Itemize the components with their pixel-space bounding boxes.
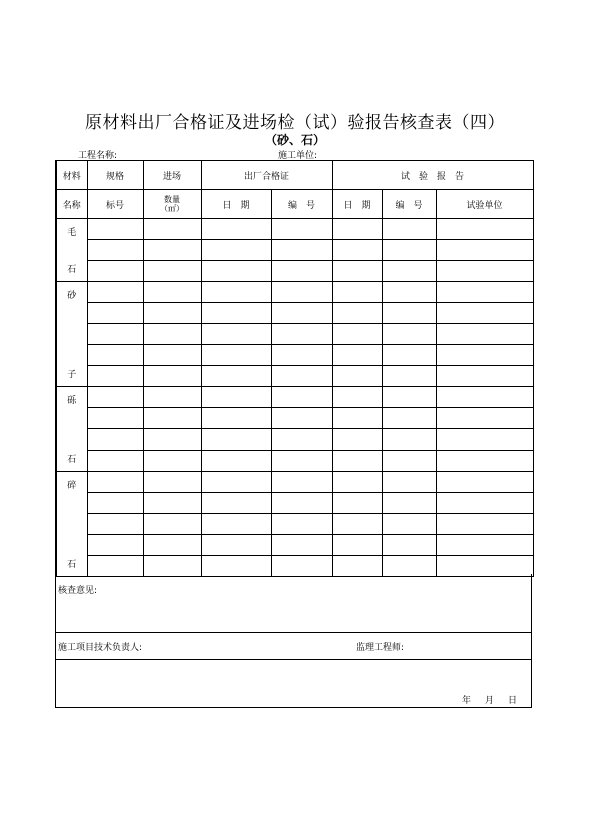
date-month: 月 — [484, 696, 494, 706]
material-char: 石 — [67, 454, 77, 465]
contractor-label: 施工单位: — [278, 151, 318, 161]
table-cell[interactable] — [332, 408, 382, 429]
table-cell[interactable] — [382, 387, 436, 408]
table-cell[interactable] — [332, 219, 382, 240]
table-cell[interactable] — [382, 513, 436, 534]
material-char: 石 — [67, 559, 77, 570]
table-cell[interactable] — [382, 408, 436, 429]
table-row — [56, 513, 533, 534]
table-cell[interactable] — [143, 366, 201, 387]
material-name-cell — [56, 282, 87, 387]
table-cell[interactable] — [382, 324, 436, 345]
table-cell[interactable] — [332, 387, 382, 408]
table-cell[interactable] — [382, 219, 436, 240]
table-cell[interactable] — [143, 471, 201, 492]
table-cell[interactable] — [143, 408, 201, 429]
table-row — [56, 492, 533, 513]
table-cell[interactable] — [87, 219, 143, 240]
review-opinion-box — [55, 574, 532, 633]
table-row — [56, 408, 533, 429]
table-cell[interactable] — [201, 324, 271, 345]
header-quantity-unit: （㎡） — [160, 204, 184, 213]
table-cell[interactable] — [201, 261, 271, 282]
table-cell[interactable] — [332, 450, 382, 471]
material-char: 毛 — [67, 228, 77, 238]
table-cell[interactable] — [332, 534, 382, 555]
table-cell[interactable] — [87, 555, 143, 576]
table-cell[interactable] — [332, 282, 382, 303]
table-cell[interactable] — [143, 303, 201, 324]
table-cell[interactable] — [436, 513, 533, 534]
table-cell[interactable] — [436, 366, 533, 387]
table-cell[interactable] — [87, 324, 143, 345]
table-cell[interactable] — [271, 387, 332, 408]
table-cell[interactable] — [271, 471, 332, 492]
table-cell[interactable] — [143, 324, 201, 345]
header-cert-date: 日 期 — [201, 190, 271, 219]
table-cell[interactable] — [201, 303, 271, 324]
table-cell[interactable] — [87, 492, 143, 513]
table-row — [56, 534, 533, 555]
material-name-cell — [56, 219, 87, 282]
table-cell[interactable] — [143, 450, 201, 471]
table-row — [56, 261, 533, 282]
material-char: 砾 — [67, 396, 77, 407]
table-cell[interactable] — [332, 513, 382, 534]
table-cell[interactable] — [332, 345, 382, 366]
table-cell[interactable] — [332, 366, 382, 387]
table-cell[interactable] — [87, 387, 143, 408]
table-cell[interactable] — [143, 240, 201, 261]
table-cell[interactable] — [87, 282, 143, 303]
table-cell[interactable] — [382, 345, 436, 366]
header-spec-no: 标号 — [87, 190, 143, 219]
table-cell[interactable] — [271, 282, 332, 303]
table-cell[interactable] — [87, 429, 143, 450]
table-cell[interactable] — [87, 240, 143, 261]
table-cell[interactable] — [271, 345, 332, 366]
table-cell[interactable] — [332, 303, 382, 324]
table-row — [56, 324, 533, 345]
table-row — [56, 429, 533, 450]
tech-lead-label: 施工项目技术负责人: — [58, 643, 143, 653]
table-cell[interactable] — [271, 408, 332, 429]
header-row-1 — [56, 161, 533, 190]
header-entry: 进场 — [143, 161, 201, 190]
table-cell[interactable] — [382, 471, 436, 492]
table-cell[interactable] — [332, 261, 382, 282]
table-cell[interactable] — [436, 219, 533, 240]
table-cell[interactable] — [436, 534, 533, 555]
table-row — [56, 303, 533, 324]
table-cell[interactable] — [201, 471, 271, 492]
table-cell[interactable] — [87, 408, 143, 429]
table-cell[interactable] — [201, 429, 271, 450]
table-cell[interactable] — [201, 282, 271, 303]
table-cell[interactable] — [382, 282, 436, 303]
table-cell[interactable] — [201, 219, 271, 240]
table-cell[interactable] — [87, 261, 143, 282]
table-cell[interactable] — [201, 240, 271, 261]
header-material: 材料 — [56, 161, 87, 190]
table-cell[interactable] — [271, 324, 332, 345]
table-cell[interactable] — [382, 555, 436, 576]
table-cell[interactable] — [143, 492, 201, 513]
header-test-report: 试 验 报 告 — [332, 161, 533, 190]
table-cell[interactable] — [201, 555, 271, 576]
signature-divider — [56, 659, 531, 660]
table-cell[interactable] — [436, 261, 533, 282]
table-cell[interactable] — [332, 324, 382, 345]
table-cell[interactable] — [436, 345, 533, 366]
header-material-name: 名称 — [56, 190, 87, 219]
table-cell[interactable] — [332, 429, 382, 450]
table-cell[interactable] — [382, 240, 436, 261]
table-cell[interactable] — [436, 429, 533, 450]
supervisor-label: 监理工程师: — [356, 643, 405, 653]
table-cell[interactable] — [143, 513, 201, 534]
table-cell[interactable] — [143, 219, 201, 240]
table-cell[interactable] — [87, 366, 143, 387]
header-cert-number: 编 号 — [271, 190, 332, 219]
table-row — [56, 282, 533, 303]
table-cell[interactable] — [201, 513, 271, 534]
table-cell[interactable] — [87, 450, 143, 471]
table-row — [56, 471, 533, 492]
table-cell[interactable] — [382, 261, 436, 282]
table-cell[interactable] — [436, 450, 533, 471]
table-row — [56, 387, 533, 408]
header-test-number: 编 号 — [382, 190, 436, 219]
table-cell[interactable] — [143, 282, 201, 303]
table-cell[interactable] — [271, 492, 332, 513]
table-cell[interactable] — [201, 534, 271, 555]
table-cell[interactable] — [87, 534, 143, 555]
table-cell[interactable] — [271, 303, 332, 324]
header-quantity: 数量 — [164, 195, 180, 204]
table-cell[interactable] — [87, 471, 143, 492]
material-char: 砂 — [67, 291, 77, 302]
header-certificate: 出厂合格证 — [201, 161, 332, 190]
header-spec: 规格 — [87, 161, 143, 190]
table-cell[interactable] — [332, 240, 382, 261]
header-row-2 — [56, 190, 533, 219]
page-subtitle: （砂、石） — [264, 133, 325, 147]
table-cell[interactable] — [332, 555, 382, 576]
table-cell[interactable] — [271, 240, 332, 261]
project-name-label: 工程名称: — [78, 151, 118, 161]
table-cell[interactable] — [382, 303, 436, 324]
table-cell[interactable] — [201, 492, 271, 513]
table-cell[interactable] — [143, 387, 201, 408]
table-cell[interactable] — [436, 471, 533, 492]
table-cell[interactable] — [87, 303, 143, 324]
table-cell[interactable] — [436, 492, 533, 513]
table-cell[interactable] — [271, 534, 332, 555]
date-year: 年 — [461, 696, 471, 706]
table-cell[interactable] — [271, 366, 332, 387]
table-row — [56, 450, 533, 471]
table-cell[interactable] — [87, 513, 143, 534]
signature-box — [55, 633, 532, 708]
table-cell[interactable] — [382, 429, 436, 450]
table-cell[interactable] — [143, 534, 201, 555]
date-day: 日 — [507, 696, 517, 706]
table-cell[interactable] — [436, 555, 533, 576]
table-cell[interactable] — [143, 429, 201, 450]
table-cell[interactable] — [382, 450, 436, 471]
table-cell[interactable] — [332, 492, 382, 513]
header-test-unit: 试验单位 — [436, 190, 533, 219]
material-name-cell — [56, 387, 87, 471]
header-quantity-cell — [143, 190, 201, 219]
table-body — [56, 219, 533, 577]
table-cell[interactable] — [271, 219, 332, 240]
table-cell[interactable] — [143, 261, 201, 282]
table-cell[interactable] — [382, 534, 436, 555]
material-char: 石 — [67, 265, 77, 276]
table-cell[interactable] — [201, 450, 271, 471]
table-cell[interactable] — [87, 345, 143, 366]
material-name-cell — [56, 471, 87, 576]
header-test-date: 日 期 — [332, 190, 382, 219]
sign-date — [462, 693, 517, 706]
table-row — [56, 345, 533, 366]
table-cell[interactable] — [271, 555, 332, 576]
page-title: 原材料出厂合格证及进场检（试）验报告核查表（四） — [85, 113, 505, 133]
table-cell[interactable] — [436, 282, 533, 303]
table-row — [56, 240, 533, 261]
table-row — [56, 366, 533, 387]
table-cell[interactable] — [271, 261, 332, 282]
table-cell[interactable] — [436, 324, 533, 345]
material-char: 碎 — [67, 480, 77, 491]
table-cell[interactable] — [332, 471, 382, 492]
table-cell[interactable] — [271, 450, 332, 471]
material-char: 子 — [67, 370, 77, 381]
review-opinion-label: 核查意见: — [58, 586, 98, 596]
table-cell[interactable] — [143, 555, 201, 576]
table-cell[interactable] — [271, 513, 332, 534]
table-cell[interactable] — [271, 429, 332, 450]
table-cell[interactable] — [201, 345, 271, 366]
table-row — [56, 555, 533, 576]
table-cell[interactable] — [436, 240, 533, 261]
table-row — [56, 219, 533, 240]
table-cell[interactable] — [201, 366, 271, 387]
table-cell[interactable] — [436, 303, 533, 324]
table-cell[interactable] — [201, 408, 271, 429]
table-cell[interactable] — [436, 408, 533, 429]
table-cell[interactable] — [382, 492, 436, 513]
review-table — [55, 160, 534, 577]
table-cell[interactable] — [436, 387, 533, 408]
table-cell[interactable] — [201, 387, 271, 408]
table-cell[interactable] — [143, 345, 201, 366]
table-cell[interactable] — [382, 366, 436, 387]
